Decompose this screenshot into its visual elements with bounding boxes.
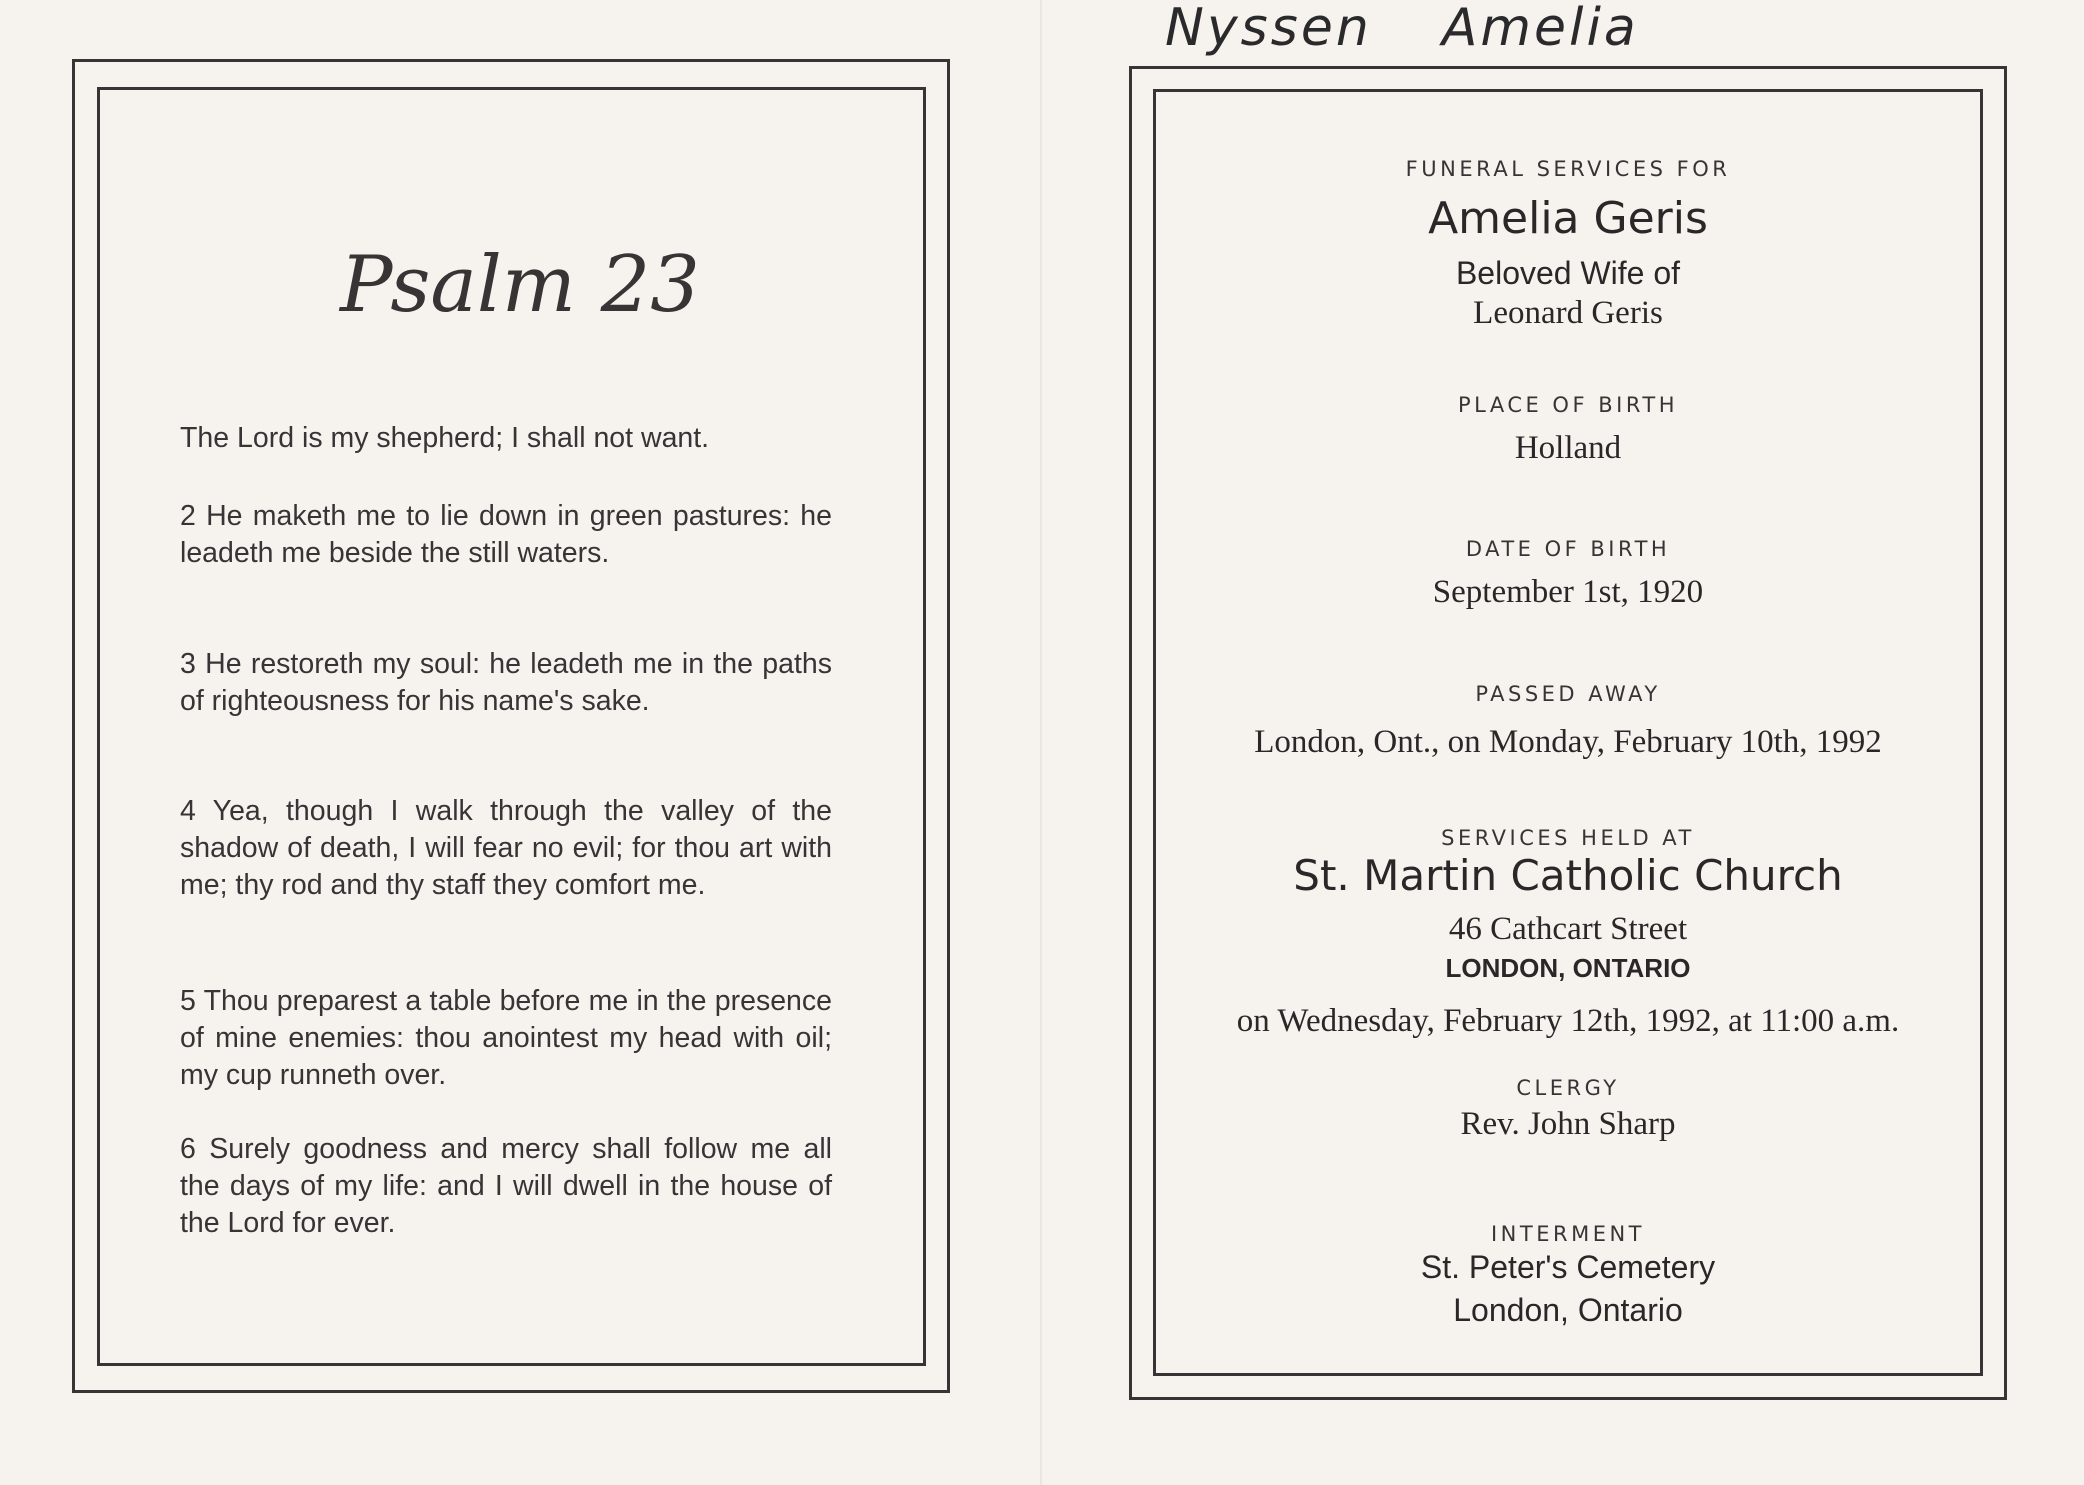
clergy-label: CLERGY	[1516, 1076, 1620, 1100]
clergy-name: Rev. John Sharp	[1460, 1106, 1676, 1142]
handwritten-surname: Nyssen	[1165, 0, 1372, 58]
funeral-services-label: FUNERAL SERVICES FOR	[1405, 157, 1731, 181]
psalm-verse: The Lord is my shepherd; I shall not want.	[180, 422, 710, 454]
psalm-verse: 5 Thou preparest a table before me in the presence of mine enemies: thou anointest my head with oil; my cup runneth over.	[180, 985, 832, 1091]
psalm-verse: 4 Yea, though I walk through the valley of the shadow of death, I will fear no evil; for thou art with me; thy rod and thy staff they comfort me.	[180, 795, 832, 901]
psalm-verse: 2 He maketh me to lie down in green pastures: he leadeth me beside the still waters.	[180, 500, 832, 569]
birth-place: Holland	[1514, 430, 1622, 466]
church-city: LONDON, ONTARIO	[1445, 953, 1691, 983]
birth-date: September 1st, 1920	[1432, 574, 1704, 610]
passed-away-label: PASSED AWAY	[1475, 682, 1661, 706]
relation-line-2: Leonard Geris	[1473, 295, 1663, 331]
psalm-title: Psalm 23	[340, 240, 700, 330]
relation-line-1: Beloved Wife of	[1455, 255, 1681, 291]
passed-away-text: London, Ont., on Monday, February 10th, 1992	[1254, 724, 1882, 760]
cemetery-name: St. Peter's Cemetery	[1420, 1249, 1716, 1285]
birth-place-label: PLACE OF BIRTH	[1457, 393, 1678, 417]
psalm-verse: 6 Surely goodness and mercy shall follow me all the days of my life: and I will dwell in the house of the Lord for ever.	[180, 1133, 832, 1239]
service-datetime: on Wednesday, February 12th, 1992, at 11:00 a.m.	[1236, 1003, 1900, 1039]
handwritten-given-name: Amelia	[1441, 0, 1639, 58]
cemetery-city: London, Ontario	[1453, 1292, 1683, 1328]
church-address: 46 Cathcart Street	[1448, 911, 1688, 947]
psalm-verse: 3 He restoreth my soul: he leadeth me in the paths of righteousness for his name's sake.	[180, 648, 832, 717]
interment-label: INTERMENT	[1490, 1222, 1645, 1246]
birth-date-label: DATE OF BIRTH	[1465, 537, 1671, 561]
deceased-name: Amelia Geris	[1428, 193, 1708, 244]
services-held-label: SERVICES HELD AT	[1441, 826, 1695, 850]
church-name: St. Martin Catholic Church	[1293, 851, 1843, 900]
handwritten-name	[1165, 0, 1639, 58]
card-fold	[1040, 0, 1042, 1485]
